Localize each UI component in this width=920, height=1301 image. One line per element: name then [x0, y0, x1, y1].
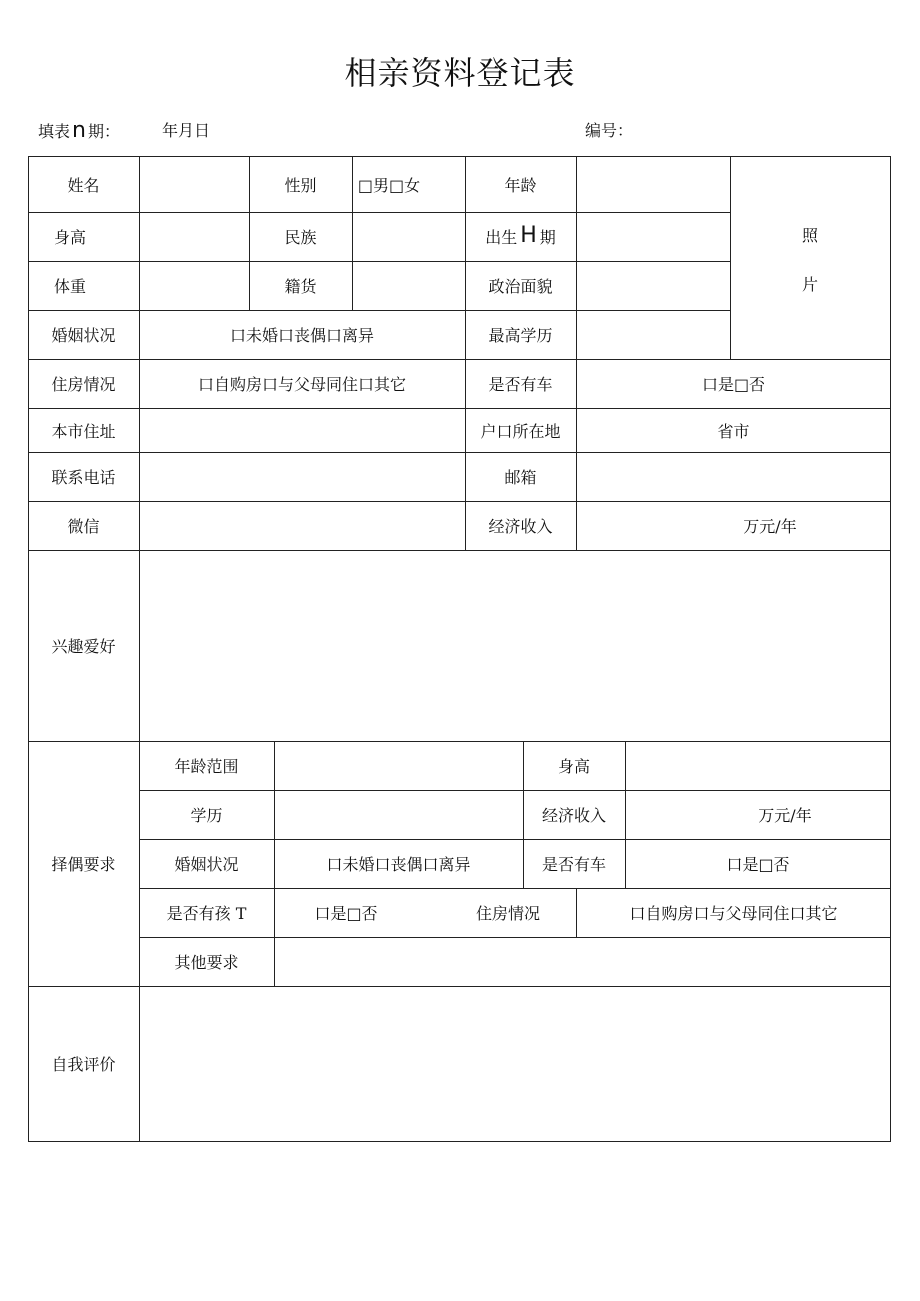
- age-label: 年龄: [504, 175, 537, 195]
- name-field[interactable]: [139, 156, 249, 212]
- partner-children-options[interactable]: 口是□否: [314, 904, 378, 923]
- native-place-label: 籍货: [284, 277, 317, 296]
- ethnicity-field[interactable]: [352, 212, 465, 261]
- partner-education-field[interactable]: [274, 790, 523, 839]
- partner-housing-options[interactable]: 口自购房口与父母同住口其它: [629, 904, 838, 923]
- address-field[interactable]: [139, 408, 465, 452]
- photo-label-1: 照: [801, 225, 818, 245]
- gender-options[interactable]: □男□女: [357, 175, 421, 195]
- housing-label: 住房情况: [51, 375, 116, 394]
- email-label: 邮箱: [504, 468, 537, 487]
- political-label: 政治面貌: [488, 277, 553, 296]
- height-field[interactable]: [139, 212, 249, 261]
- partner-height-label: 身高: [557, 757, 590, 776]
- birth-label-b: 期: [539, 228, 556, 247]
- ethnicity-label: 民族: [284, 228, 317, 247]
- fill-date-label-glyph: n: [72, 118, 86, 143]
- form-number-label: 编号：: [585, 121, 634, 140]
- self-eval-field[interactable]: [139, 986, 891, 1141]
- email-field[interactable]: [576, 452, 891, 501]
- birth-date-label: [465, 212, 576, 261]
- partner-marital-label: 婚姻状况: [174, 855, 239, 874]
- gender-label: 性别: [284, 175, 317, 195]
- partner-car-options[interactable]: 口是□否: [726, 855, 790, 874]
- birth-date-field[interactable]: [576, 212, 730, 261]
- car-label: 是否有车: [488, 375, 553, 394]
- photo-label-2: 片: [801, 274, 818, 294]
- hukou-label: 户口所在地: [480, 421, 561, 441]
- partner-section-label: 择偶要求: [51, 855, 116, 874]
- address-label: 本市住址: [51, 421, 116, 441]
- partner-age-range-field[interactable]: [274, 741, 523, 790]
- partner-income-units[interactable]: 万元/年: [758, 806, 812, 825]
- income-units[interactable]: 万元/年: [743, 517, 797, 536]
- hobbies-label: 兴趣爱好: [51, 637, 116, 656]
- partner-education-label: 学历: [190, 806, 223, 825]
- self-eval-label: 自我评价: [51, 1055, 116, 1074]
- wechat-label: 微信: [67, 517, 100, 536]
- partner-height-field[interactable]: [625, 741, 891, 790]
- housing-options[interactable]: 口自购房口与父母同住口其它: [197, 375, 406, 394]
- partner-other-label: 其他要求: [174, 953, 239, 972]
- political-field[interactable]: [576, 261, 730, 310]
- name-label: 姓名: [67, 175, 100, 195]
- income-label: 经济收入: [488, 517, 553, 536]
- height-label: 身高: [53, 228, 86, 247]
- partner-housing-label: 住房情况: [475, 904, 540, 923]
- education-label: 最高学历: [488, 326, 553, 345]
- birth-label-glyph: H: [520, 223, 537, 248]
- phone-field[interactable]: [139, 452, 465, 501]
- wechat-field[interactable]: [139, 501, 465, 550]
- page-title: 相亲资料登记表: [344, 54, 576, 92]
- marital-label: 婚姻状况: [51, 326, 116, 345]
- marital-options[interactable]: 口未婚口丧偶口离异: [229, 326, 374, 345]
- weight-field[interactable]: [139, 261, 249, 310]
- partner-other-field[interactable]: [274, 937, 891, 986]
- age-field[interactable]: [576, 156, 730, 212]
- hukou-units[interactable]: 省市: [717, 421, 750, 441]
- weight-label: 体重: [53, 277, 86, 296]
- partner-children-label: 是否有孩 T: [166, 904, 247, 923]
- birth-label-a: 出生: [485, 228, 518, 247]
- native-place-field[interactable]: [352, 261, 465, 310]
- partner-income-label: 经济收入: [541, 806, 606, 825]
- partner-marital-options[interactable]: 口未婚口丧偶口离异: [326, 855, 471, 874]
- car-options[interactable]: 口是□否: [701, 375, 766, 394]
- fill-date-label-a: 填表: [38, 122, 71, 141]
- phone-label: 联系电话: [51, 468, 116, 487]
- education-field[interactable]: [576, 310, 730, 359]
- partner-car-label: 是否有车: [541, 855, 606, 874]
- partner-age-range-label: 年龄范围: [174, 757, 239, 776]
- fill-date-label-b: 期：: [87, 122, 120, 141]
- hobbies-field[interactable]: [139, 550, 891, 741]
- fill-date-units: 年月日: [162, 121, 211, 140]
